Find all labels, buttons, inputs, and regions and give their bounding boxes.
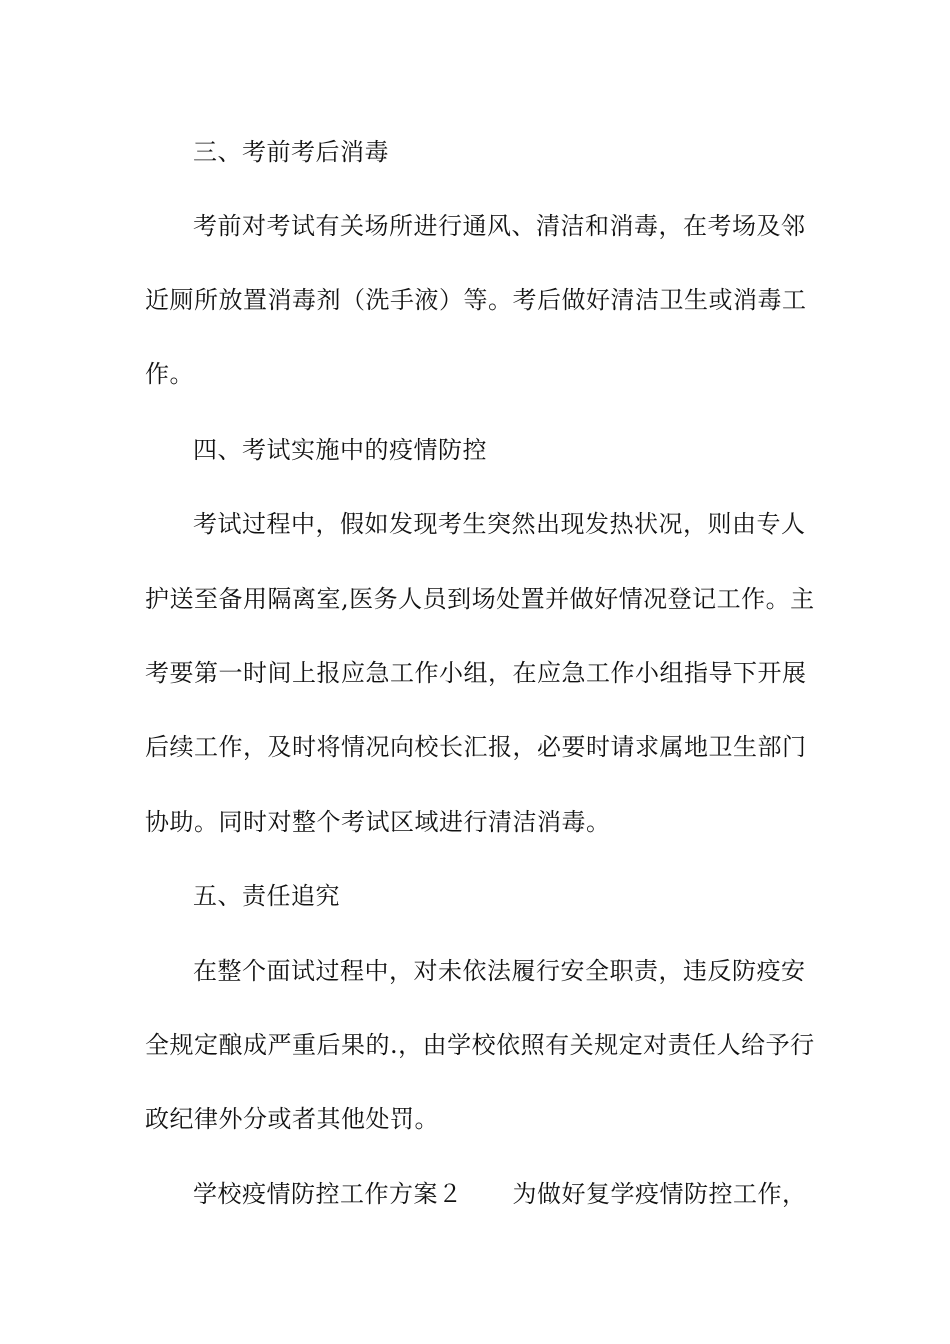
paragraph-line: 政纪律外分或者其他处罚。	[145, 1105, 439, 1133]
paragraph-line: 后续工作，及时将情况向校长汇报，必要时请求属地卫生部门	[145, 733, 807, 761]
paragraph-line: 全规定酿成严重后果的.，由学校依照有关规定对责任人给予行	[145, 1031, 815, 1059]
section-heading-5: 五、责任追究	[193, 882, 340, 910]
plan-title: 学校疫情防控工作方案２	[193, 1180, 463, 1208]
paragraph-line: 考前对考试有关场所进行通风、清洁和消毒，在考场及邻	[193, 212, 806, 240]
paragraph-line: 近厕所放置消毒剂（洗手液）等。考后做好清洁卫生或消毒工	[145, 286, 807, 314]
paragraph-line: 作。	[145, 360, 194, 388]
paragraph-line: 护送至备用隔离室,医务人员到场处置并做好情况登记工作。主	[145, 585, 815, 613]
paragraph-line: 协助。同时对整个考试区域进行清洁消毒。	[145, 808, 611, 836]
plan-title-line	[193, 1174, 815, 1214]
paragraph-line: 考要第一时间上报应急工作小组，在应急工作小组指导下开展	[145, 659, 807, 687]
plan-intro-text: 为做好复学疫情防控工作，	[512, 1180, 807, 1208]
section-heading-3: 三、考前考后消毒	[193, 138, 389, 166]
paragraph-line: 考试过程中，假如发现考生突然出现发热状况，则由专人	[193, 510, 806, 538]
section-heading-4: 四、考试实施中的疫情防控	[193, 436, 487, 464]
paragraph-line: 在整个面试过程中，对未依法履行安全职责，违反防疫安	[193, 957, 806, 985]
